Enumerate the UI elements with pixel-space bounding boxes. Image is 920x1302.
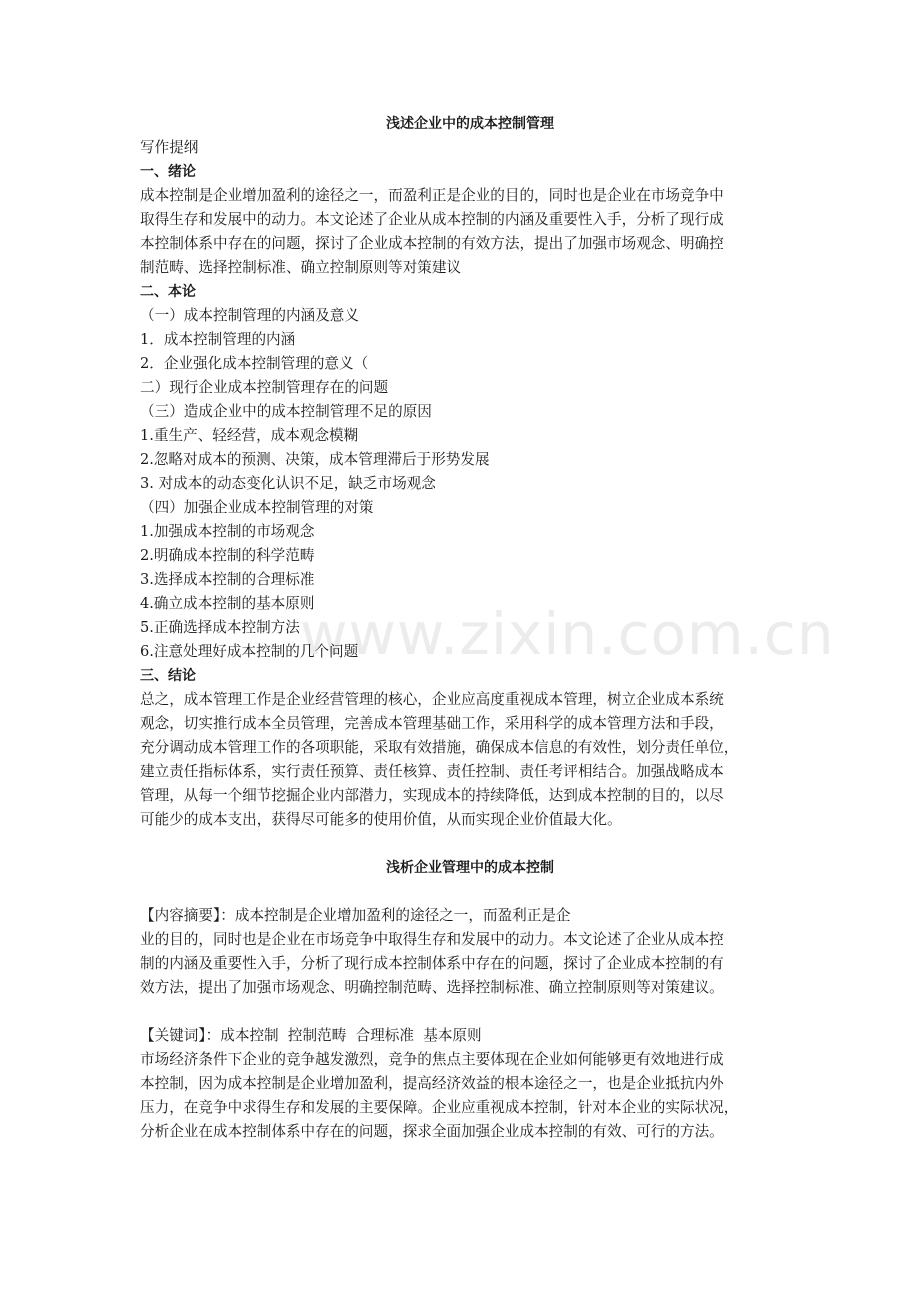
body-line: 压力，在竞争中求得生存和发展的主要保障。企业应重视成本控制，针对本企业的实际状况， <box>140 1099 739 1116</box>
body-line: 市场经济条件下企业的竞争越发激烈，竞争的焦点主要体现在企业如何能够更有效地进行成 <box>140 1051 724 1068</box>
abstract-first-line <box>140 904 800 928</box>
doc1-title: 浅述企业中的成本控制管理 <box>386 116 554 132</box>
outline-label: 写作提纲 <box>140 139 199 156</box>
outline-item: 3.选择成本控制的合理标准 <box>140 571 315 588</box>
section-heading-conclusion: 三、结论 <box>140 668 196 684</box>
outline-item: 2.忽略对成本的预测、决策，成本管理滞后于形势发展 <box>140 451 490 468</box>
outline-item: （一）成本控制管理的内涵及意义 <box>140 307 359 324</box>
keywords-label: 【关键词】： <box>140 1027 221 1044</box>
body-line: 本控制，因为成本控制是企业增加盈利，提高经济效益的根本途径之一，也是企业抵抗内外 <box>140 1075 724 1092</box>
abstract-line: 制的内涵及重要性入手，分析了现行成本控制体系中存在的问题，探讨了企业成本控制的有 <box>140 955 724 972</box>
outline-item: （三）造成企业中的成本控制管理不足的原因 <box>140 403 432 420</box>
outline-item: 1．成本控制管理的内涵 <box>140 331 296 348</box>
keywords-text: 成本控制 控制范畴 合理标准 基本原则 <box>220 1027 482 1044</box>
conclusion-line: 充分调动成本管理工作的各项职能，采取有效措施，确保成本信息的有效性，划分责任单位， <box>140 739 739 756</box>
outline-item: 1.重生产、轻经营，成本观念模糊 <box>140 427 359 444</box>
watermark: www.zixin.com.cn <box>300 600 835 668</box>
body-paragraph <box>140 1048 800 1144</box>
outline-item: （四）加强企业成本控制管理的对策 <box>140 499 374 516</box>
outline-item: 3. 对成本的动态变化认识不足，缺乏市场观念 <box>140 475 436 492</box>
outline-item: 6.注意处理好成本控制的几个问题 <box>140 643 359 660</box>
conclusion-line: 可能少的成本支出，获得尽可能多的使用价值，从而实现企业价值最大化。 <box>140 811 622 828</box>
outline-item: 5.正确选择成本控制方法 <box>140 619 300 636</box>
intro-line: 取得生存和发展中的动力。本文论述了企业从成本控制的内涵及重要性入手，分析了现行成 <box>140 211 724 228</box>
spacer <box>140 1000 800 1024</box>
outline-item: 1.加强成本控制的市场观念 <box>140 523 315 540</box>
abstract-first-text: 成本控制是企业增加盈利的途径之一，而盈利正是企 <box>234 907 571 924</box>
abstract-line: 业的目的，同时也是企业在市场竞争中取得生存和发展中的动力。本文论述了企业从成本控 <box>140 931 724 948</box>
abstract-paragraph <box>140 904 800 1000</box>
conclusion-line: 管理，从每一个细节挖掘企业内部潜力，实现成本的持续降低，达到成本控制的目的，以尽 <box>140 787 724 804</box>
conclusion-paragraph <box>140 688 800 832</box>
body-line: 分析企业在成本控制体系中存在的问题，探求全面加强企业成本控制的有效、可行的方法。 <box>140 1123 724 1140</box>
section-heading-intro: 一、绪论 <box>140 164 196 180</box>
spacer <box>140 880 800 904</box>
outline-list <box>140 304 800 664</box>
abstract-line: 效方法，提出了加强市场观念、明确控制范畴、选择控制标准、确立控制原则等对策建议。 <box>140 979 724 996</box>
conclusion-line: 总之，成本管理工作是企业经营管理的核心，企业应高度重视成本管理，树立企业成本系统 <box>140 691 724 708</box>
outline-item: 2.明确成本控制的科学范畴 <box>140 547 315 564</box>
outline-item: 2．企业强化成本控制管理的意义（ <box>140 355 369 372</box>
intro-line: 本控制体系中存在的问题，探讨了企业成本控制的有效方法，提出了加强市场观念、明确控 <box>140 235 724 252</box>
section-heading-body: 二、本论 <box>140 284 196 300</box>
document-content <box>140 112 800 1144</box>
keywords-line <box>140 1024 800 1048</box>
conclusion-line: 建立责任指标体系，实行责任预算、责任核算、责任控制、责任考评相结合。加强战略成本 <box>140 763 724 780</box>
abstract-label: 【内容摘要】： <box>140 907 235 924</box>
intro-line: 制范畴、选择控制标准、确立控制原则等对策建议 <box>140 259 462 276</box>
intro-paragraph <box>140 184 800 280</box>
outline-item: 4.确立成本控制的基本原则 <box>140 595 315 612</box>
doc2-title: 浅析企业管理中的成本控制 <box>386 860 554 876</box>
intro-line: 成本控制是企业增加盈利的途径之一，而盈利正是企业的目的，同时也是企业在市场竞争中 <box>140 187 724 204</box>
outline-item: 二）现行企业成本控制管理存在的问题 <box>140 379 389 396</box>
conclusion-line: 观念，切实推行成本全员管理，完善成本管理基础工作，采用科学的成本管理方法和手段， <box>140 715 724 732</box>
